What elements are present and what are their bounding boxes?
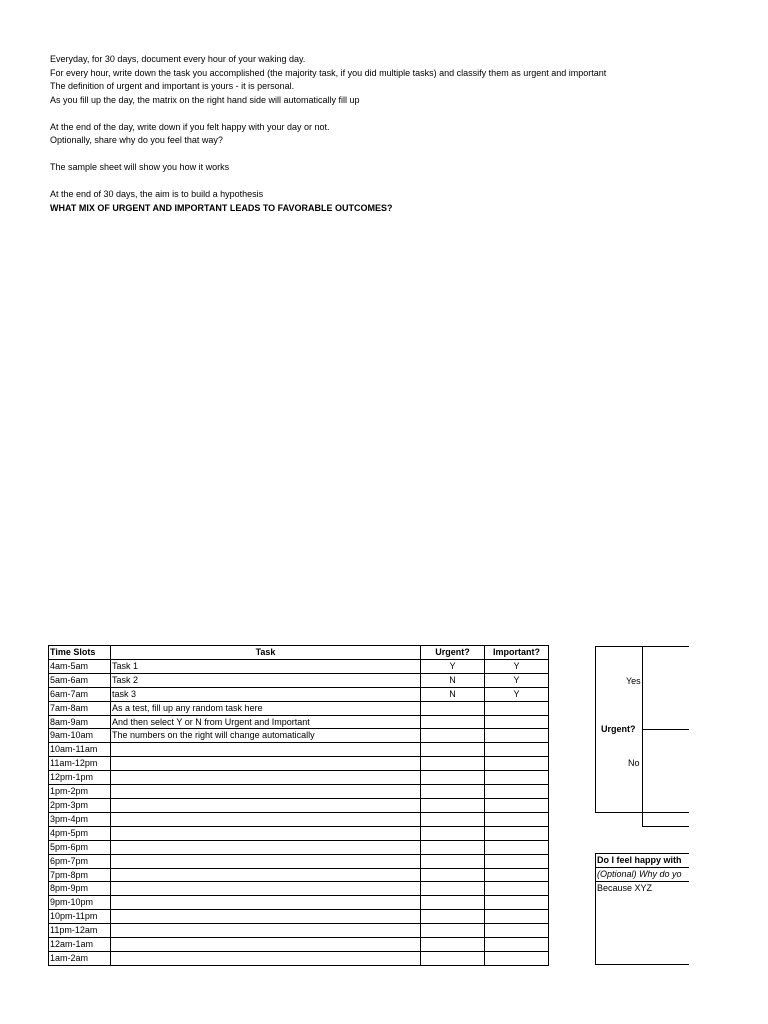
time-slot-cell: 8pm-9pm	[49, 882, 111, 896]
urgent-cell[interactable]	[421, 951, 485, 965]
important-cell[interactable]	[485, 701, 549, 715]
important-cell[interactable]	[485, 743, 549, 757]
task-cell[interactable]	[111, 757, 421, 771]
header-important: Important?	[485, 646, 549, 660]
time-slot-cell: 12am-1am	[49, 938, 111, 952]
time-slot-cell: 6pm-7pm	[49, 854, 111, 868]
table-row	[49, 771, 549, 785]
important-cell[interactable]	[485, 951, 549, 965]
task-cell[interactable]	[111, 882, 421, 896]
urgent-cell[interactable]	[421, 715, 485, 729]
table-row	[49, 854, 549, 868]
header-urgent: Urgent?	[421, 646, 485, 660]
urgent-cell[interactable]	[421, 924, 485, 938]
important-cell[interactable]	[485, 882, 549, 896]
time-slot-cell: 4am-5am	[49, 659, 111, 673]
time-slot-cell: 11am-12pm	[49, 757, 111, 771]
important-cell[interactable]	[485, 910, 549, 924]
important-cell[interactable]	[485, 812, 549, 826]
task-cell[interactable]: Task 1	[111, 659, 421, 673]
time-slot-cell: 5am-6am	[49, 673, 111, 687]
time-slot-cell: 10pm-11pm	[49, 910, 111, 924]
task-cell[interactable]: As a test, fill up any random task here	[111, 701, 421, 715]
time-slot-cell: 8am-9am	[49, 715, 111, 729]
table-row	[49, 743, 549, 757]
important-cell[interactable]	[485, 715, 549, 729]
table-row	[49, 757, 549, 771]
task-cell[interactable]	[111, 771, 421, 785]
urgent-cell[interactable]: N	[421, 687, 485, 701]
table-row	[49, 729, 549, 743]
time-slot-cell: 3pm-4pm	[49, 812, 111, 826]
happiness-box	[595, 853, 689, 965]
important-cell[interactable]	[485, 938, 549, 952]
time-slot-cell: 12pm-1pm	[49, 771, 111, 785]
task-cell[interactable]	[111, 840, 421, 854]
important-cell[interactable]: Y	[485, 687, 549, 701]
matrix-divider	[642, 647, 643, 827]
happiness-optional-prompt: (Optional) Why do yo	[596, 868, 689, 882]
task-cell[interactable]	[111, 938, 421, 952]
time-slot-cell: 1pm-2pm	[49, 785, 111, 799]
task-cell[interactable]	[111, 743, 421, 757]
hourly-log-table	[48, 645, 549, 966]
important-cell[interactable]: Y	[485, 659, 549, 673]
important-cell[interactable]	[485, 868, 549, 882]
table-row	[49, 687, 549, 701]
matrix-divider	[642, 826, 689, 827]
urgent-cell[interactable]: Y	[421, 659, 485, 673]
time-slot-cell: 5pm-6pm	[49, 840, 111, 854]
instruction-line: Everyday, for 30 days, document every hour of your waking day.	[50, 54, 306, 64]
urgent-cell[interactable]	[421, 757, 485, 771]
task-cell[interactable]: And then select Y or N from Urgent and Important	[111, 715, 421, 729]
urgent-cell[interactable]	[421, 840, 485, 854]
table-row	[49, 798, 549, 812]
instruction-line: The definition of urgent and important is yours - it is personal.	[50, 81, 295, 91]
task-cell[interactable]	[111, 854, 421, 868]
important-cell[interactable]: Y	[485, 673, 549, 687]
table-row	[49, 840, 549, 854]
spacer	[50, 107, 606, 121]
urgent-cell[interactable]: N	[421, 673, 485, 687]
time-slot-cell: 10am-11am	[49, 743, 111, 757]
task-cell[interactable]	[111, 924, 421, 938]
instruction-line: At the end of 30 days, the aim is to build a hypothesis	[50, 189, 264, 199]
matrix-divider	[642, 729, 689, 730]
urgent-cell[interactable]	[421, 854, 485, 868]
spacer	[50, 175, 606, 189]
table-row	[49, 785, 549, 799]
important-cell[interactable]	[485, 757, 549, 771]
task-cell[interactable]	[111, 785, 421, 799]
urgent-cell[interactable]	[421, 868, 485, 882]
task-cell[interactable]	[111, 910, 421, 924]
table-row	[49, 896, 549, 910]
urgent-cell[interactable]	[421, 882, 485, 896]
table-row	[49, 924, 549, 938]
time-slot-cell: 6am-7am	[49, 687, 111, 701]
important-cell[interactable]	[485, 896, 549, 910]
table-row	[49, 659, 549, 673]
matrix-urgent-label: Urgent?	[601, 724, 636, 734]
important-cell[interactable]	[485, 840, 549, 854]
urgent-cell[interactable]	[421, 771, 485, 785]
urgent-cell[interactable]	[421, 798, 485, 812]
instructions	[50, 53, 606, 215]
log-table-body	[49, 659, 549, 965]
header-time-slots: Time Slots	[49, 646, 111, 660]
important-cell[interactable]	[485, 826, 549, 840]
task-cell[interactable]	[111, 951, 421, 965]
spacer	[50, 148, 606, 162]
table-row	[49, 951, 549, 965]
table-row	[49, 826, 549, 840]
urgent-cell[interactable]	[421, 812, 485, 826]
urgent-cell[interactable]	[421, 785, 485, 799]
table-row	[49, 910, 549, 924]
matrix-no-label: No	[628, 758, 640, 768]
time-slot-cell: 9am-10am	[49, 729, 111, 743]
task-cell[interactable]: task 3	[111, 687, 421, 701]
important-cell[interactable]	[485, 924, 549, 938]
urgent-cell[interactable]	[421, 743, 485, 757]
table-row	[49, 812, 549, 826]
matrix-yes-label: Yes	[626, 676, 641, 686]
important-cell[interactable]	[485, 785, 549, 799]
time-slot-cell: 1am-2am	[49, 951, 111, 965]
instruction-line: For every hour, write down the task you accomplished (the majority task, if you did multiple tasks) and classify them as urgent and important	[50, 67, 607, 78]
urgent-cell[interactable]	[421, 910, 485, 924]
hypothesis-question: WHAT MIX OF URGENT AND IMPORTANT LEADS TO FAVORABLE OUTCOMES?	[50, 202, 393, 213]
task-cell[interactable]: Task 2	[111, 673, 421, 687]
task-cell[interactable]	[111, 812, 421, 826]
task-cell[interactable]	[111, 896, 421, 910]
time-slot-cell: 7am-8am	[49, 701, 111, 715]
urgent-cell[interactable]	[421, 896, 485, 910]
happiness-answer[interactable]: Because XYZ	[597, 883, 653, 893]
table-row	[49, 673, 549, 687]
task-cell[interactable]: The numbers on the right will change automatically	[111, 729, 421, 743]
table-header-row	[49, 646, 549, 660]
time-slot-cell: 4pm-5pm	[49, 826, 111, 840]
urgent-cell[interactable]	[421, 701, 485, 715]
instruction-line: At the end of the day, write down if you felt happy with your day or not.	[50, 121, 330, 132]
table-row	[49, 701, 549, 715]
important-cell[interactable]	[485, 729, 549, 743]
table-row	[49, 882, 549, 896]
header-task: Task	[111, 646, 421, 660]
urgent-cell[interactable]	[421, 826, 485, 840]
time-slot-cell: 11pm-12am	[49, 924, 111, 938]
important-cell[interactable]	[485, 798, 549, 812]
time-slot-cell: 7pm-8pm	[49, 868, 111, 882]
table-row	[49, 938, 549, 952]
instruction-line: Optionally, share why do you feel that way?	[50, 135, 223, 145]
task-cell[interactable]	[111, 826, 421, 840]
urgent-cell[interactable]	[421, 729, 485, 743]
instruction-line: As you fill up the day, the matrix on the right hand side will automatically fill up	[50, 94, 360, 105]
instruction-line: The sample sheet will show you how it works	[50, 162, 230, 172]
important-cell[interactable]	[485, 854, 549, 868]
table-row	[49, 868, 549, 882]
table-row	[49, 715, 549, 729]
time-slot-cell: 2pm-3pm	[49, 798, 111, 812]
task-cell[interactable]	[111, 868, 421, 882]
urgent-cell[interactable]	[421, 938, 485, 952]
important-cell[interactable]	[485, 771, 549, 785]
task-cell[interactable]	[111, 798, 421, 812]
time-slot-cell: 9pm-10pm	[49, 896, 111, 910]
urgency-matrix	[595, 646, 689, 813]
happiness-question: Do I feel happy with	[596, 854, 689, 868]
